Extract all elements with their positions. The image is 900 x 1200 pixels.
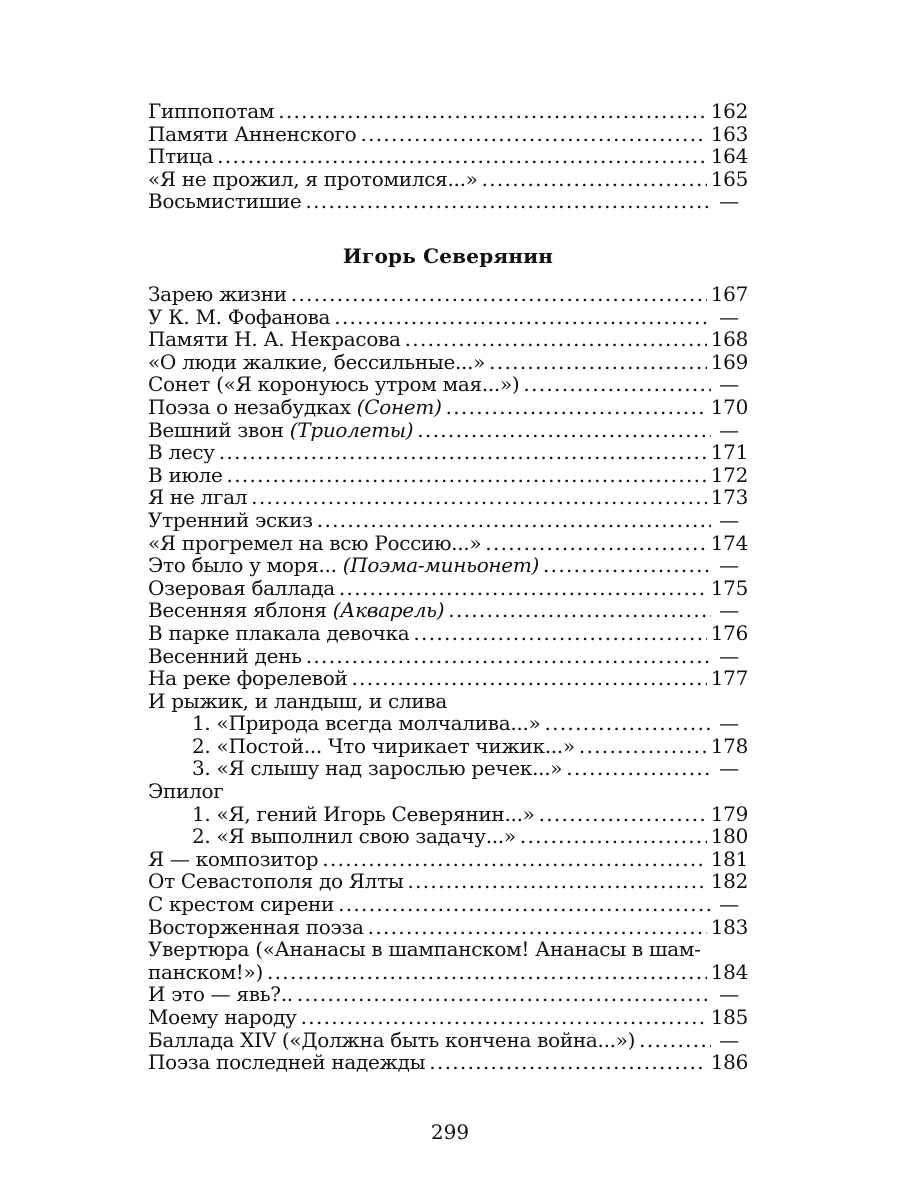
dot-leader [448,599,711,622]
toc-entry-main-title: Это было у моря... [148,554,337,577]
toc-entry-main-title: Весенний день [148,644,302,668]
toc-entry-title [148,599,444,622]
toc-entry [148,825,748,848]
toc-entry-title [148,145,213,168]
toc-entry [148,893,748,916]
dot-leader [305,190,711,213]
toc-entry-main-title: 2. «Постой... Что чирикает чижик...» [192,734,575,758]
toc-entry-title [148,712,540,735]
toc-entry-main-title: панском!») [148,960,263,984]
toc-entry-main-title: В июле [148,463,223,487]
toc-entry-main-title: С крестом сирени [148,893,335,916]
dot-leader [482,168,707,191]
dot-leader [429,1051,707,1074]
dot-leader [407,870,707,893]
toc-entry-title [148,870,403,893]
toc-entry-main-title: Поэза о незабудках [148,395,351,419]
toc-entry [148,486,748,509]
toc-entry [148,690,748,713]
dot-leader [539,803,707,826]
dot-leader [322,848,707,871]
dot-leader [413,622,707,645]
toc-entry-main-title: Памяти Анненского [148,122,357,146]
dot-leader [523,373,711,396]
toc-entry [148,848,748,871]
toc-entry-main-title: Весенняя яблоня [148,599,327,622]
toc-entry [148,100,748,123]
toc-entry [148,464,748,487]
dot-leader [219,441,707,464]
toc-entry-main-title: От Севастополя до Ялты [148,870,404,894]
toc-entry [148,532,748,555]
dot-leader [339,577,707,600]
toc-entry-main-title: 1. «Природа всегда молчалива...» [192,712,541,735]
toc-entry-main-title: Птица [148,145,214,168]
toc-entry-title [148,419,413,442]
toc-entry-main-title: Вешний звон [148,418,284,442]
toc-entry-page: 180 [710,825,748,848]
toc-entry-title [148,1029,635,1052]
toc-entry-page: 163 [710,122,748,146]
toc-entry-title [148,396,442,419]
toc-entry-page: 177 [710,667,748,690]
toc-entry-main-title: «Я не прожил, я протомился...» [148,167,478,191]
toc-entry-title [148,848,318,871]
toc-entry-title [148,190,301,213]
toc-entry-main-title: У К. М. Фофанова [148,305,331,329]
toc-entry-main-title: Я — композитор [148,847,319,871]
toc-entry [148,1029,748,1052]
toc-entry-page: 172 [710,463,748,487]
toc-entry-subtitle: (Акварель) [332,599,445,622]
toc-entry [148,961,748,984]
toc-entry-title [148,123,356,146]
toc-entry [148,735,748,758]
toc-entry-subtitle: (Триолеты) [289,418,414,442]
toc-entry [148,599,748,622]
toc-entry-page: — [719,305,739,329]
toc-entry [148,803,748,826]
toc-entry-main-title: 3. «Я слышу над зарослью речек...» [192,757,563,781]
toc-entry-page: — [719,644,739,668]
dot-leader [579,735,707,758]
toc-entry-main-title: Эпилог [148,780,224,803]
toc-entry-page: — [719,418,739,442]
toc-entry-title [148,1051,425,1074]
dot-leader [301,1006,707,1029]
toc-entry [148,757,748,780]
toc-list-main [148,283,748,1074]
toc-entry-title [148,509,313,532]
toc-entry [148,938,748,961]
toc-entry-page: — [719,373,739,396]
dot-leader [360,123,707,146]
toc-entry-title [148,1006,297,1029]
toc-entry-page: 171 [710,441,748,464]
toc-entry-title [148,306,330,329]
toc-entry-page: — [719,554,739,577]
toc-entry [148,577,748,600]
toc-entry-main-title: И рыжик, и ландыш, и слива [148,689,447,713]
toc-entry [148,328,748,351]
toc-entry-main-title: В лесу [148,441,215,464]
dot-leader [446,396,707,419]
toc-entry-page: 170 [710,395,748,419]
toc-entry-title [148,803,535,826]
dot-leader [489,351,707,374]
dot-leader [251,486,707,509]
toc-entry [148,168,748,191]
toc-entry [148,509,748,532]
toc-entry-page: 185 [710,1006,748,1029]
toc-entry-page: 169 [710,350,748,374]
toc-entry-page: — [719,983,739,1006]
toc-entry-page: 179 [710,802,748,826]
toc-entry-main-title: Я не лгал [148,486,248,509]
toc-entry-main-title: Поэза последней надежды [148,1051,426,1074]
toc-entry-subtitle: (Сонет) [356,395,442,419]
toc-entry-title [148,100,274,123]
toc-entry-title [148,441,215,464]
toc-entry-title [148,961,263,984]
toc-entry-title [148,667,347,690]
toc-entry-title [148,780,223,803]
dot-leader [297,983,711,1006]
toc-entry-page: 183 [710,915,748,939]
toc-entry [148,667,748,690]
toc-entry-main-title: «Я прогремел на всю Россию...» [148,531,482,555]
toc-entry-page: — [719,599,739,622]
toc-entry [148,306,748,329]
toc-entry [148,916,748,939]
toc-entry-main-title: Зарею жизни [148,283,287,306]
toc-entry-main-title: На реке форелевой [148,667,348,690]
toc-entry [148,554,748,577]
toc-entry-page: 165 [710,167,748,191]
toc-entry [148,441,748,464]
toc-entry-title [148,486,247,509]
toc-entry-title [148,622,409,645]
toc-entry-page: 182 [710,870,748,894]
toc-entry-title [148,690,447,713]
dot-leader [405,328,707,351]
toc-entry [148,1051,748,1074]
toc-entry [148,396,748,419]
toc-entry-page: 176 [710,621,748,645]
toc-entry-main-title: Восторженная поэза [148,915,364,939]
dot-leader [227,464,707,487]
dot-leader [485,532,707,555]
toc-entry-title [148,283,287,306]
toc-entry [148,373,748,396]
dot-leader [317,509,711,532]
dot-leader [639,1029,711,1052]
toc-entry-main-title: Памяти Н. А. Некрасова [148,328,401,351]
toc-entry-main-title: Баллада XIV («Должна быть кончена война...») [148,1028,636,1052]
toc-entry-main-title: Озеровая баллада [148,576,335,600]
dot-leader [543,554,711,577]
toc-entry-main-title: Гиппопотам [148,100,275,123]
toc-entry-page: 184 [710,960,748,984]
toc-entry-title [148,983,293,1006]
toc-entry-page: 175 [710,576,748,600]
dot-leader [520,825,707,848]
toc-entry-title [148,645,302,668]
toc-entry-page: — [719,712,739,735]
toc-entry-page: — [719,1028,739,1052]
toc-entry-title [148,916,364,939]
toc-entry [148,622,748,645]
toc-entry-page: 168 [710,328,748,351]
toc-entry [148,870,748,893]
toc-entry-title [148,554,539,577]
toc-entry-title [148,532,481,555]
dot-leader [217,145,707,168]
dot-leader [544,712,711,735]
toc-entry-main-title: Утренний эскиз [148,508,313,532]
toc-entry [148,351,748,374]
toc-entry [148,780,748,803]
dot-leader [338,893,711,916]
dot-leader [291,283,707,306]
toc-entry-page: 173 [710,486,748,509]
dot-leader [351,667,707,690]
dot-leader [267,961,707,984]
toc-entry-page: — [719,757,739,781]
toc-entry [148,419,748,442]
toc-entry-page: — [719,893,739,916]
toc-entry-page: 186 [710,1051,748,1074]
toc-entry-page: 174 [710,531,748,555]
toc-entry-page: — [719,190,739,213]
toc-entry-title [148,168,478,191]
section-heading: Игорь Северянин [342,244,554,268]
dot-leader [566,757,711,780]
toc-entry-main-title: 2. «Я выполнил свою задачу...» [192,825,516,848]
toc-entry-title [148,328,401,351]
toc-entry-title [148,735,575,758]
toc-entry [148,123,748,146]
toc-entry-title [148,893,334,916]
dot-leader [278,100,707,123]
toc-entry-page: — [719,508,739,532]
dot-leader [368,916,707,939]
toc-entry-main-title: Увертюра («Ананасы в шампанском! Ананасы в шам- [148,938,701,961]
toc-list-top [148,100,748,213]
dot-leader [306,645,711,668]
toc-entry [148,145,748,168]
toc-entry-title [148,351,485,374]
toc-entry-page: 181 [710,847,748,871]
toc-entry [148,283,748,306]
toc-entry-page: 164 [710,145,748,168]
toc-entry-main-title: В парке плакала девочка [148,621,410,645]
toc-entry-main-title: Моему народу [148,1006,297,1029]
dot-leader [334,306,711,329]
toc-entry [148,712,748,735]
toc-entry-main-title: 1. «Я, гений Игорь Северянин...» [192,802,535,826]
toc-entry-main-title: Сонет («Я коронуюсь утром мая...») [148,373,520,396]
toc-entry-title [148,577,335,600]
toc-entry-title [148,938,701,961]
toc-entry [148,645,748,668]
toc-entry-subtitle: (Поэма-миньонет) [342,554,540,577]
toc-entry [148,190,748,213]
dot-leader [417,419,711,442]
toc-entry [148,1006,748,1029]
toc-entry-title [148,757,562,780]
toc-entry-page: 162 [710,100,748,123]
toc-entry-page: 178 [710,734,748,758]
toc-entry [148,983,748,1006]
toc-entry-main-title: И это — явь?.. [148,983,293,1006]
toc-entry-page: 167 [710,283,748,306]
toc-entry-title [148,825,516,848]
toc-entry-title [148,373,519,396]
toc-entry-main-title: Восьмистишие [148,190,302,213]
page-number: 299 [430,1120,470,1144]
toc-entry-title [148,464,223,487]
toc-entry-main-title: «О люди жалкие, бессильные...» [148,350,486,374]
